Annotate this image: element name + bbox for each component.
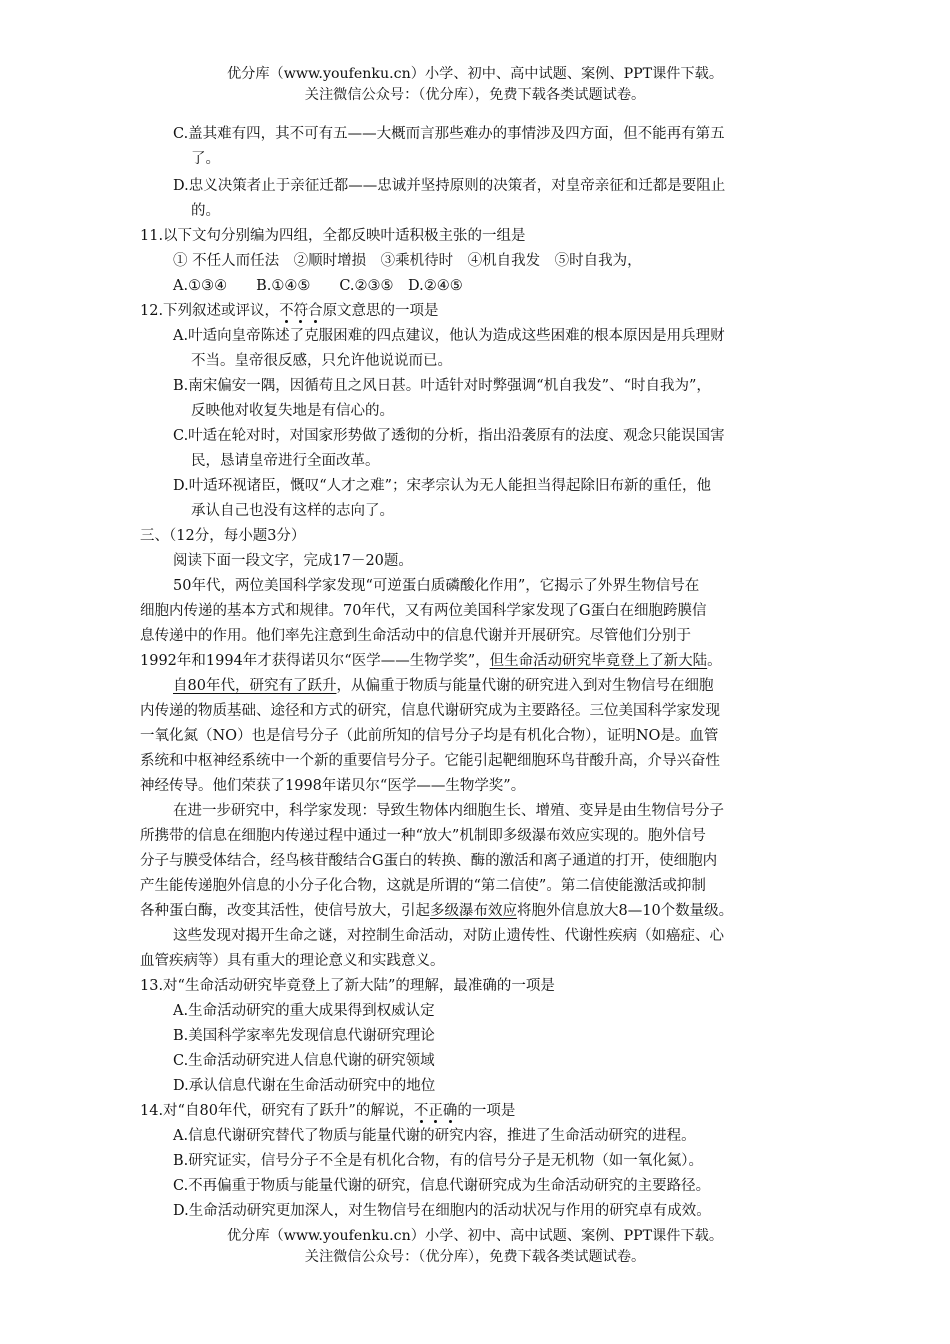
q11-stem: 11.以下文句分别编为四组，全都反映叶适积极主张的一组是 [140,228,526,244]
page-footer [0,1226,950,1268]
q14-option-b: B.研究证实，信号分子不全是有机化合物，有的信号分子是无机物（如一氧化氮）。 [173,1153,704,1169]
passage-p2-line-3: 一氧化氮（NO）也是信号分子（此前所知的信号分子均是有机化合物），证明NO是。血管 [140,728,719,744]
q12-emphasis-char-1: 不 [279,303,294,319]
q14-option-d: D.生命活动研究更加深人，对生物信号在细胞内的活动状况与作用的研究卓有成效。 [173,1203,711,1219]
q11-items: ① 不任人而任法 ②顺时增损 ③乘机待时 ④机自我发 ⑤时自我为， [173,253,642,269]
q11-choices: A.①③④ B.①④⑤ C.②③⑤ D.②④⑤ [173,278,463,294]
q10-option-c-line-1: C.盖其难有四，其不可有五——大概而言那些难办的事情涉及四方面，但不能再有第五 [173,126,725,142]
passage-p2-line-2: 内传递的物质基础、途径和方式的研究，信息代谢研究成为主要路径。三位美国科学家发现 [140,703,720,719]
q12-stem-post: 原文意思的一项是 [322,303,439,319]
passage-p1-line-1: 50年代，两位美国科学家发现“可逆蛋白质磷酸化作用”，它揭示了外界生物信号在 [173,578,700,594]
q14-stem [140,1099,515,1123]
header-line-2: 关注微信公众号：（优分库），免费下载各类试题试卷。 [304,87,646,103]
passage-p3-line-5 [140,899,733,923]
footer-line-2: 关注微信公众号：（优分库），免费下载各类试题试卷。 [304,1249,646,1265]
underlined-phrase-cascade-effect: 多级瀑布效应 [430,903,517,919]
passage-p1-line-3: 息传递中的作用。他们率先注意到生命活动中的信息代谢并开展研究。尽管他们分别于 [140,628,691,644]
q14-option-c: C.不再偏重于物质与能量代谢的研究，信息代谢研究成为生命活动研究的主要路径。 [173,1178,711,1194]
passage-p4-line-2: 血管疾病等）具有重大的理论意义和实践意义。 [140,953,445,969]
underlined-phrase-new-continent: 但生命活动研究毕竟登上了新大陆 [489,653,708,669]
q13-option-a: A.生命活动研究的重大成果得到权威认定 [173,1003,435,1019]
passage-p2-line-5: 神经传导。他们荣获了1998年诺贝尔“医学——生物学奖”。 [140,778,526,794]
q14-stem-post: 的一项是 [457,1103,516,1119]
passage-p2-line-1 [173,674,713,698]
section-3-intro: 阅读下面一段文字，完成17－20题。 [173,553,413,569]
passage-p3-line-5-pre: 各种蛋白酶，改变其活性，使信号放大，引起 [140,903,430,919]
underlined-phrase-80s-leap: 自80年代，研究有了跃升 [173,678,337,694]
q12-stem-pre: 12.下列叙述或评议， [140,303,280,319]
passage-p3-line-1: 在进一步研究中，科学家发现：导致生物体内细胞生长、增殖、变异是由生物信号分子 [173,803,724,819]
q12-option-c-line-1: C.叶适在轮对时，对国家形势做了透彻的分析，指出沿袭原有的法度、观念只能误国害 [173,428,725,444]
q13-option-d: D.承认信息代谢在生命活动研究中的地位 [173,1078,436,1094]
q14-emphasis-char-2: 正 [428,1103,443,1119]
q12-option-a-line-2: 不当。皇帝很反感，只允许他说说而已。 [191,353,452,369]
passage-p1-line-2: 细胞内传递的基本方式和规律。70年代，又有两位美国科学家发现了G蛋白在细胞跨膜信 [140,603,707,619]
q14-emphasis-char-1: 不 [413,1103,429,1119]
q12-option-b-line-2: 反映他对收复失地是有信心的。 [191,403,394,419]
passage-p1-line-4 [140,649,722,673]
q12-option-a-line-1: A.叶适向皇帝陈述了克服困难的四点建议，他认为造成这些困难的根本原因是用兵理财 [173,328,725,344]
page-header [0,64,950,106]
q12-option-d-line-1: D.叶适环视诸臣，慨叹“人才之难”；宋孝宗认为无人能担当得起除旧布新的重任，他 [173,478,712,494]
q13-option-c: C.生命活动研究进人信息代谢的研究领域 [173,1053,435,1069]
q14-emphasis-char-3: 确 [442,1103,458,1119]
q12-option-b-line-1: B.南宋偏安一隅，因循苟且之风日甚。叶适针对时弊强调“机自我发”、“时自我为”， [173,378,711,394]
passage-p4-line-1: 这些发现对揭开生命之谜，对控制生命活动，对防止遗传性、代谢性疾病（如癌症、心 [173,928,724,944]
q12-option-c-line-2: 民，恳请皇帝进行全面改革。 [191,453,380,469]
passage-p2-line-4: 系统和中枢神经系统中一个新的重要信号分子。它能引起靶细胞环鸟苷酸升高，介导兴奋性 [140,753,720,769]
section-3-title: 三、（12分，每小题3分） [140,528,306,544]
q14-stem-pre: 14.对“自80年代，研究有了跃升”的解说， [140,1103,414,1119]
passage-p3-line-4: 产生能传递胞外信息的小分子化合物，这就是所谓的“第二信使”。第二信使能激活或抑制 [140,878,706,894]
q10-option-d-line-2: 的。 [191,203,220,219]
passage-p3-line-3: 分子与膜受体结合，经鸟核苷酸结合G蛋白的转换、酶的激活和离子通道的打开，使细胞内 [140,853,718,869]
passage-p1-line-4-post: 。 [707,653,722,669]
header-line-1: 优分库（www.youfenku.cn）小学、初中、高中试题、案例、PPT课件下载。 [226,66,724,82]
q10-option-c-line-2: 了。 [191,151,220,167]
passage-p3-line-5-post: 将胞外信息放大8—10个数量级。 [517,903,734,919]
q14-option-a: A.信息代谢研究替代了物质与能量代谢的研究内容，推进了生命活动研究的进程。 [173,1128,696,1144]
passage-p3-line-2: 所携带的信息在细胞内传递过程中通过一种“放大”机制即多级瀑布效应实现的。胞外信号 [140,828,706,844]
q12-stem [140,299,439,323]
q12-emphasis-char-2: 符 [293,303,309,319]
q12-emphasis-char-3: 合 [308,303,323,319]
footer-line-1: 优分库（www.youfenku.cn）小学、初中、高中试题、案例、PPT课件下载。 [226,1228,724,1244]
passage-p1-line-4-pre: 1992年和1994年才获得诺贝尔“医学——生物学奖”， [140,653,490,669]
passage-p2-line-1-post: ，从偏重于物质与能量代谢的研究进入到对生物信号在细胞 [336,678,714,694]
q10-option-d-line-1: D.忠义决策者止于亲征迁都——忠诚并坚持原则的决策者，对皇帝亲征和迁都是要阻止 [173,178,726,194]
q12-option-d-line-2: 承认自己也没有这样的志向了。 [191,503,394,519]
q13-option-b: B.美国科学家率先发现信息代谢研究理论 [173,1028,435,1044]
q13-stem: 13.对“生命活动研究毕竟登上了新大陆”的理解，最准确的一项是 [140,978,555,994]
